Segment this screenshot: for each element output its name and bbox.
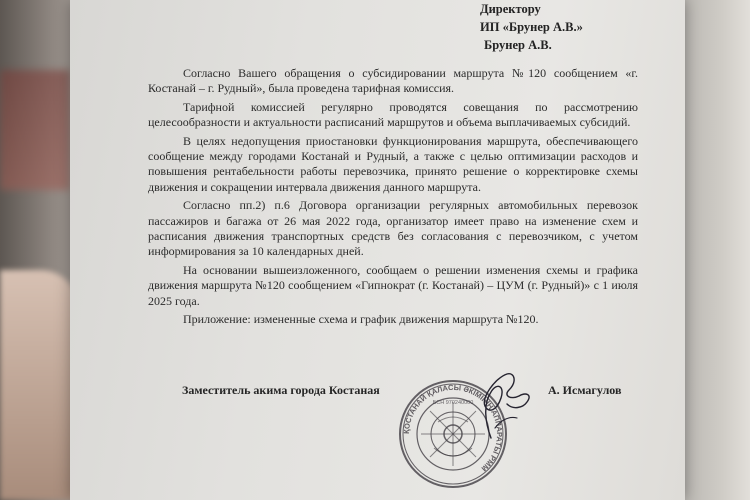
addressee-line-3: Брунер А.В.: [484, 38, 552, 52]
letter-body: [148, 66, 638, 331]
background-red-object: [0, 70, 70, 190]
addressee-line-2: ИП «Брунер А.В.»: [480, 20, 583, 34]
stamp-text-arc: ҚОСТАНАЙ ҚАЛАСЫ ӘКІМІНІҢ АППАРАТЫ РММ: [401, 382, 505, 474]
addressee-line-1: Директору: [480, 2, 541, 16]
addressee-block: [480, 0, 583, 54]
paragraph-3: В целях недопущения приостановки функционирования маршрута, обеспечивающего сообщение между городами Костанай и Рудный, а также с целью оптимизации расходов и повышения рентабельности работы перевозчика, принято решение о корректировке схемы движения и сокращении интервала движения данного маршрута.: [148, 133, 638, 194]
paragraph-5: На основании вышеизложенного, сообщаем о решении изменения схемы и графика движения маршрута №120 сообщением «Гипнократ (г. Костанай) – ЦУМ (г. Рудный)» с 1 июля 2025 года.: [148, 262, 638, 308]
handwritten-signature: [455, 370, 545, 440]
background-hand: [0, 270, 80, 500]
stamp-number: БСН 970240000: [432, 400, 474, 406]
paragraph-6: Приложение: измененные схема и график движения маршрута №120.: [183, 312, 539, 327]
signer-name: А. Исмагулов: [548, 383, 622, 397]
paragraph-2: Тарифной комиссией регулярно проводятся совещания по рассмотрению целесообразности и актуальности расписаний маршрутов и объема выплачиваемых субсидий.: [148, 99, 638, 130]
paragraph-4: Согласно пп.2) п.6 Договора организации регулярных автомобильных перевозок пассажиров и багажа от 26 мая 2022 года, организатор имеет право на изменение схем и расписания движения транспортных средств без согласования с перевозчиком, с учетом информирования за 10 календарных дней.: [148, 198, 638, 259]
signer-title: Заместитель акима города Костаная: [182, 383, 380, 397]
background-right: [680, 0, 750, 500]
paragraph-1: Согласно Вашего обращения о субсидировании маршрута №120 сообщением «г. Костанай – г. Рудный», была проведена тарифная комиссия.: [148, 66, 638, 96]
